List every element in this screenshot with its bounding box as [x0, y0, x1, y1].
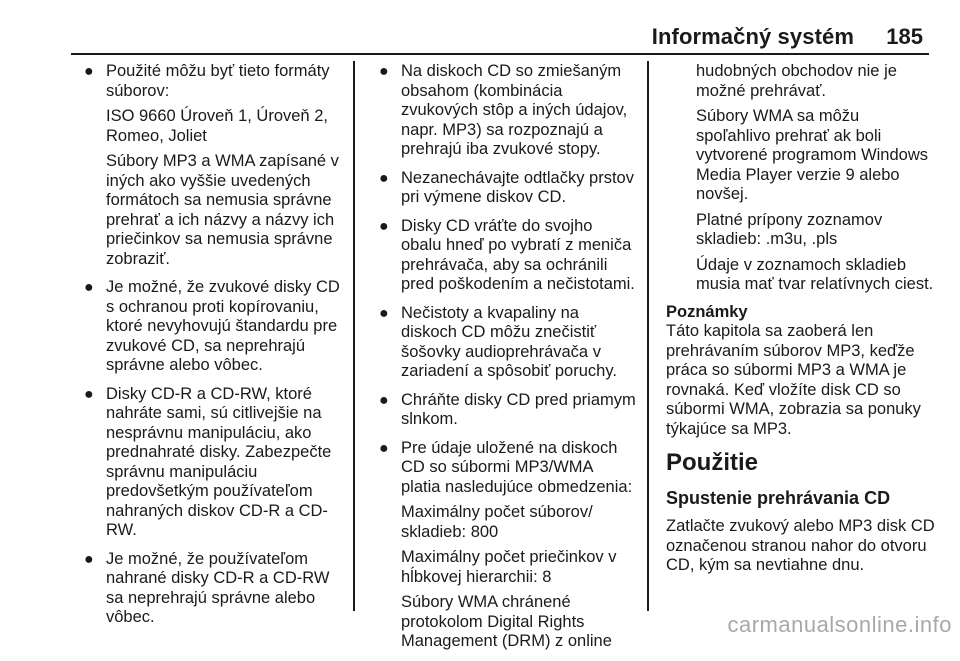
paragraph: Súbory MP3 a WMA zapísané v iných ako vyššie uvedených formátoch sa nemusia správne prehrať a ich názvy a názvy ich priečinkov sa nemusia správne zobraziť. — [106, 152, 339, 268]
list-item — [371, 439, 636, 652]
bullet-icon: ● — [379, 391, 389, 409]
section-heading: Použitie — [666, 449, 759, 476]
column-divider-1 — [353, 61, 355, 611]
page-title: Informačný systém — [651, 24, 854, 49]
list-item — [76, 385, 344, 541]
paragraph: Maximálny počet priečinkov v hĺbkovej hierarchii: 8 — [401, 548, 617, 586]
paragraph: Nečistoty a kvapaliny na diskoch CD môžu znečistiť šošovky audioprehrávača v zariadení a spôsobiť poruchy. — [401, 303, 617, 380]
bullet-icon: ● — [84, 550, 94, 568]
list-item — [371, 62, 636, 160]
note-title: Poznámky — [666, 302, 748, 321]
list-item — [371, 169, 636, 208]
list-item — [76, 278, 344, 376]
note-text: Táto kapitola sa zaoberá len prehrávaním súborov MP3, keďže práca so súbormi MP3 a WMA je rovnaká. Keď vložíte disk CD so súbormi WMA, zobrazia sa ponuky týkajúce sa MP3. — [666, 322, 921, 438]
paragraph: Pre údaje uložené na diskoch CD so súbormi MP3/WMA platia nasledujúce obmedzenia: — [401, 438, 633, 496]
watermark: carmanualsonline.info — [727, 612, 952, 637]
paragraph: Použité môžu byť tieto formáty súborov: — [106, 62, 330, 100]
section-subheading: Spustenie prehrávania CD — [666, 488, 891, 508]
body-paragraph: Zatlačte zvukový alebo MP3 disk CD označenou stranou nahor do otvoru CD, kým sa nevtiahne dnu. — [666, 517, 935, 574]
column-1 — [76, 62, 344, 637]
bullet-icon: ● — [84, 279, 94, 296]
paragraph: Údaje v zoznamoch skladieb musia mať tvar relatívnych ciest. — [696, 255, 934, 293]
list-item — [371, 391, 636, 430]
paragraph: Je možné, že používateľom nahrané disky CD-R a CD-RW sa neprehrajú správne alebo vôbec. — [106, 549, 330, 626]
paragraph: Maximálny počet súborov/ skladieb: 800 — [401, 503, 593, 541]
column-3 — [666, 62, 936, 576]
paragraph: Disky CD-R a CD-RW, ktoré nahráte sami, sú citlivejšie na nesprávnu manipuláciu, ako prednahraté disky. Zabezpečte správnu manipuláciu predovšetkým používateľom nahraných diskov CD-R a CD-RW. — [106, 384, 332, 539]
paragraph: Je možné, že zvukové disky CD s ochranou proti kopírovaniu, ktoré nevyhovujú štandardu pre zvukové CD, sa neprehrajú správne alebo vôbec. — [106, 278, 340, 374]
paragraph: Platné prípony zoznamov skladieb: .m3u, .pls — [696, 210, 883, 248]
header-divider — [71, 53, 929, 55]
page-header — [0, 0, 960, 52]
paragraph: ISO 9660 Úroveň 1, Úroveň 2, Romeo, Joliet — [106, 107, 328, 145]
column-2 — [371, 62, 636, 661]
paragraph: Nezanechávajte odtlačky prstov pri výmene diskov CD. — [401, 168, 634, 206]
bullet-icon: ● — [379, 169, 389, 187]
paragraph: Na diskoch CD so zmiešaným obsahom (kombinácia zvukových stôp a iných údajov, napr. MP3) sa rozpoznajú a prehrajú iba zvukové stopy. — [401, 62, 628, 158]
paragraph: Disky CD vráťte do svojho obalu hneď po vybratí z meniča prehrávača, aby sa ochránili pred poškodením a nečistotami. — [401, 216, 635, 293]
list-item-continuation — [666, 62, 936, 295]
bullet-icon: ● — [379, 63, 389, 80]
bullet-icon: ● — [379, 217, 389, 235]
list-item — [76, 62, 344, 269]
page-number: 185 — [886, 24, 923, 49]
bullet-icon: ● — [379, 439, 389, 457]
bullet-icon: ● — [84, 63, 94, 80]
paragraph: Chráňte disky CD pred priamym slnkom. — [401, 390, 636, 428]
paragraph: Súbory WMA sa môžu spoľahlivo prehrať ak boli vytvorené programom Windows Media Player verzie 9 alebo novšej. — [696, 107, 928, 203]
bullet-icon: ● — [379, 304, 389, 322]
list-item — [371, 304, 636, 382]
paragraph: Súbory WMA chránené protokolom Digital Rights Management (DRM) z online — [401, 593, 612, 650]
list-item — [76, 550, 344, 628]
column-divider-2 — [647, 61, 649, 611]
paragraph: hudobných obchodov nie je možné prehrávať. — [696, 62, 897, 100]
bullet-icon: ● — [84, 385, 94, 403]
list-item — [371, 217, 636, 295]
